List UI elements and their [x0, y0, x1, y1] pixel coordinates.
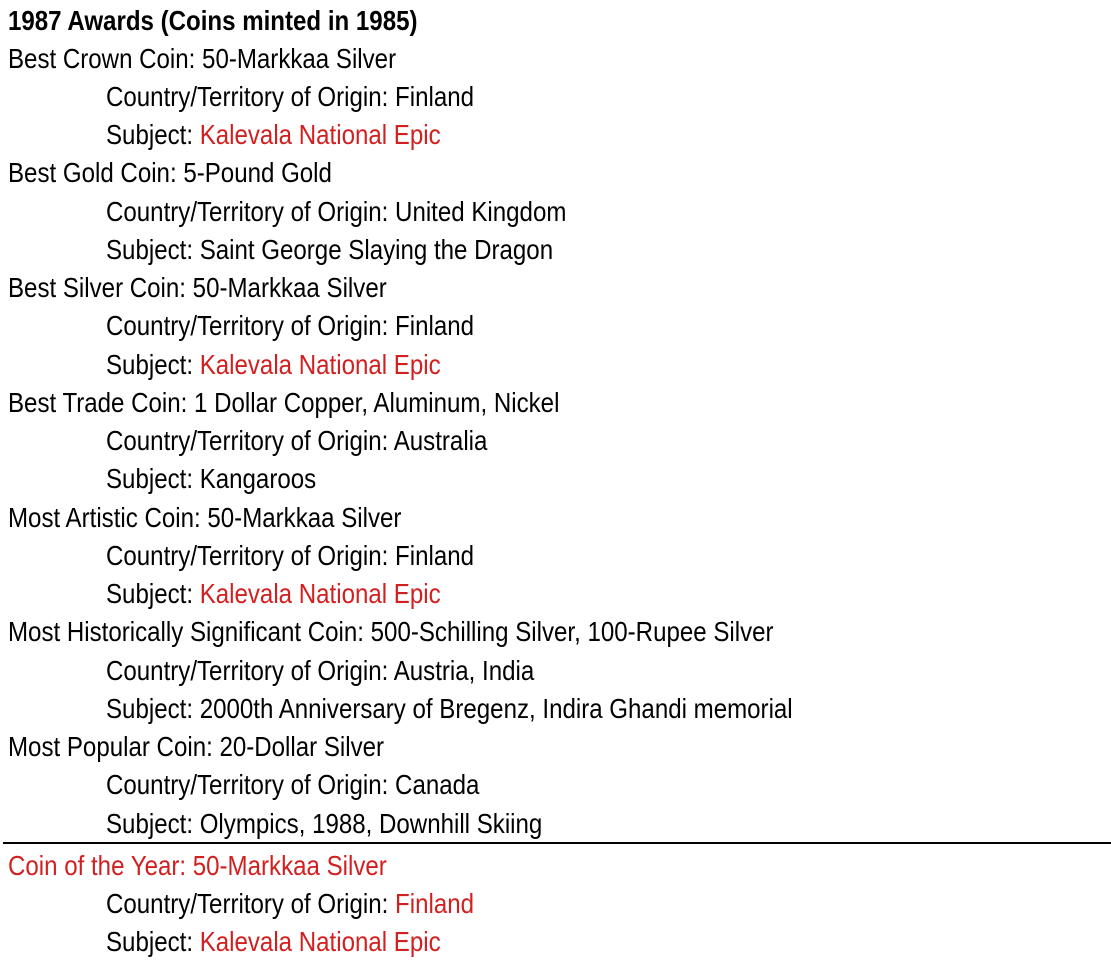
award-coin: 50-Markkaa Silver: [202, 43, 397, 74]
origin-label: Country/Territory of Origin:: [106, 196, 396, 227]
award-subject-line: [106, 231, 553, 269]
award-subject-line: [106, 116, 441, 154]
award-category-line: [8, 728, 384, 766]
award-coin: 50-Markkaa Silver: [207, 502, 402, 533]
origin-label: Country/Territory of Origin:: [106, 769, 396, 800]
origin-value: Australia: [393, 425, 488, 456]
origin-value: United Kingdom: [395, 196, 567, 227]
award-origin-line: [106, 652, 534, 690]
subject-label: Subject:: [106, 119, 200, 150]
award-category-line: [8, 154, 332, 192]
page-title: 1987 Awards (Coins minted in 1985): [8, 5, 418, 36]
subject-label: Subject:: [106, 234, 200, 265]
subject-value: Olympics, 1988, Downhill Skiing: [199, 808, 543, 839]
origin-label: Country/Territory of Origin:: [106, 540, 396, 571]
origin-value: Finland: [395, 310, 475, 341]
origin-value: Finland: [395, 888, 475, 919]
award-subject-line: [106, 346, 441, 384]
subject-value: Kalevala National Epic: [199, 578, 441, 609]
origin-label: Country/Territory of Origin:: [106, 888, 396, 919]
divider: [3, 842, 1111, 844]
subject-label: Subject:: [106, 349, 200, 380]
award-category-label: Most Historically Significant Coin:: [8, 616, 371, 647]
subject-value: Kalevala National Epic: [199, 926, 441, 957]
origin-label: Country/Territory of Origin:: [106, 425, 394, 456]
origin-value: Austria, India: [393, 655, 535, 686]
origin-value: Finland: [395, 81, 475, 112]
award-category-line: [8, 613, 774, 651]
award-category-line: [8, 40, 396, 78]
award-coin: 1 Dollar Copper, Aluminum, Nickel: [194, 387, 560, 418]
origin-label: Country/Territory of Origin:: [106, 655, 394, 686]
award-origin-line: [106, 307, 474, 345]
award-category-line: [8, 499, 401, 537]
coin-of-the-year-origin-line: [106, 885, 474, 923]
award-category-line: [8, 269, 387, 307]
award-subject-line: [106, 690, 793, 728]
award-origin-line: [106, 766, 479, 804]
award-origin-line: [106, 78, 474, 116]
coin-of-the-year-coin: 50-Markkaa Silver: [192, 850, 387, 881]
origin-label: Country/Territory of Origin:: [106, 310, 396, 341]
coin-of-the-year-label: Coin of the Year:: [8, 850, 193, 881]
award-origin-line: [106, 422, 487, 460]
coin-of-the-year-subject-line: [106, 923, 441, 961]
origin-label: Country/Territory of Origin:: [106, 81, 396, 112]
origin-value: Canada: [395, 769, 480, 800]
award-category-line: [8, 384, 559, 422]
subject-label: Subject:: [106, 926, 200, 957]
award-category-label: Best Crown Coin:: [8, 43, 203, 74]
award-coin: 500-Schilling Silver, 100-Rupee Silver: [370, 616, 774, 647]
subject-value: Kalevala National Epic: [199, 119, 441, 150]
award-subject-line: [106, 805, 542, 843]
award-coin: 20-Dollar Silver: [219, 731, 385, 762]
subject-label: Subject:: [106, 808, 200, 839]
subject-label: Subject:: [106, 463, 200, 494]
subject-value: Kangaroos: [199, 463, 317, 494]
subject-value: Kalevala National Epic: [199, 349, 441, 380]
award-coin: 50-Markkaa Silver: [192, 272, 387, 303]
award-origin-line: [106, 193, 566, 231]
coin-of-the-year-line: [8, 847, 387, 885]
award-category-label: Best Gold Coin:: [8, 157, 184, 188]
award-category-label: Most Artistic Coin:: [8, 502, 208, 533]
award-category-label: Most Popular Coin:: [8, 731, 220, 762]
origin-value: Finland: [395, 540, 475, 571]
subject-label: Subject:: [106, 578, 200, 609]
award-subject-line: [106, 460, 316, 498]
subject-value: Saint George Slaying the Dragon: [199, 234, 554, 265]
award-category-label: Best Trade Coin:: [8, 387, 195, 418]
subject-label: Subject:: [106, 693, 200, 724]
subject-value: 2000th Anniversary of Bregenz, Indira Ghandi memorial: [199, 693, 793, 724]
award-category-label: Best Silver Coin:: [8, 272, 193, 303]
award-subject-line: [106, 575, 441, 613]
award-coin: 5-Pound Gold: [183, 157, 332, 188]
award-origin-line: [106, 537, 474, 575]
